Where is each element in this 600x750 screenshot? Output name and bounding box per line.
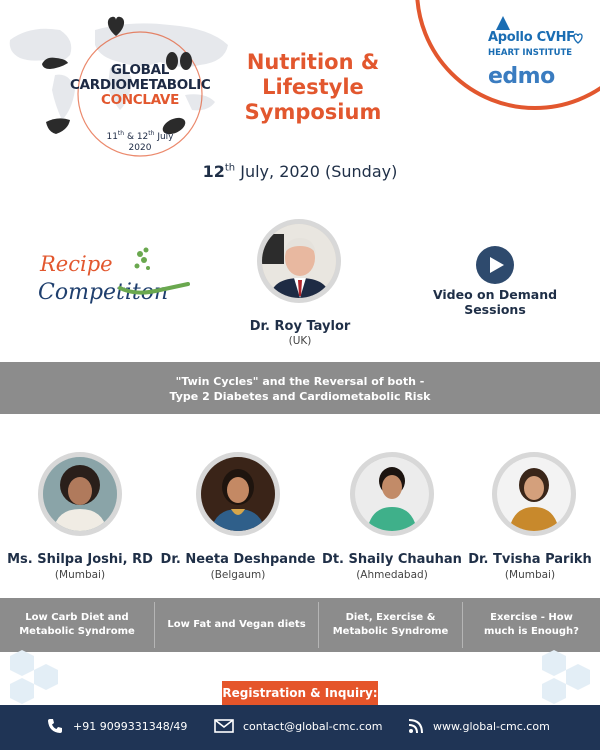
- conclave-date-a: 11: [106, 132, 118, 142]
- keynote-topic-line-1: "Twin Cycles" and the Reversal of both -: [175, 375, 425, 388]
- heart-logo-icon: [572, 32, 584, 44]
- speaker-portrait: [201, 457, 275, 531]
- event-date: [0, 162, 600, 181]
- speaker-avatar-2: [196, 452, 280, 536]
- conclave-date-b-sup: th: [148, 130, 155, 137]
- speaker-location-1: (Mumbai): [54, 569, 106, 581]
- event-date-rest: July, 2020 (Sunday): [240, 162, 398, 181]
- speaker-portrait: [262, 224, 336, 298]
- topic-2-line-1: Low Fat and Vegan diets: [167, 619, 306, 630]
- topic-1-line-2: Metabolic Syndrome: [19, 626, 135, 637]
- symposium-title: [228, 50, 398, 125]
- speaker-name-2: Dr. Neeta Deshpande: [160, 552, 316, 567]
- hexagon-decoration-left: [0, 648, 80, 706]
- speaker-location-4: (Mumbai): [504, 569, 556, 581]
- vod-line-2: Sessions: [464, 302, 526, 317]
- video-play-button[interactable]: [476, 246, 514, 284]
- recipe-line-1: Recipe: [40, 252, 113, 276]
- conclave-title: [70, 63, 210, 108]
- speaker-portrait: [497, 457, 571, 531]
- topic-1: [0, 598, 154, 652]
- topic-4-line-1: Exercise - How: [490, 612, 573, 623]
- speaker-location-3: (Ahmedabad): [356, 569, 428, 581]
- keynote-name: Dr. Roy Taylor: [249, 319, 351, 334]
- vod-label[interactable]: [415, 287, 575, 317]
- conclave-line-3: CONCLAVE: [101, 92, 179, 108]
- speaker-portrait: [43, 457, 117, 531]
- event-date-sup: th: [224, 162, 236, 174]
- keynote-topic-line-2: Type 2 Diabetes and Cardiometabolic Risk: [169, 390, 431, 403]
- speaker-name-4: Dr. Tvisha Parikh: [468, 552, 592, 567]
- keynote-location: (UK): [288, 335, 312, 347]
- symposium-line-1: Nutrition &: [246, 50, 380, 74]
- hexagon-decoration-right: [520, 648, 600, 706]
- speaker-avatar-1: [38, 452, 122, 536]
- apollo-name: Apollo CVHF: [488, 30, 575, 45]
- footer-email[interactable]: [214, 716, 382, 736]
- topic-3-line-1: Diet, Exercise &: [345, 612, 436, 623]
- topic-4-line-2: much is Enough?: [484, 626, 579, 637]
- speaker-avatar-3: [350, 452, 434, 536]
- topic-1-line-1: Low Carb Diet and: [25, 612, 129, 623]
- footer-email-text: contact@global-cmc.com: [243, 719, 383, 733]
- frying-pan-icon: [96, 246, 196, 302]
- speaker-name-3: Dt. Shaily Chauhan: [322, 552, 462, 567]
- keynote-topic: [0, 374, 600, 404]
- registration-button[interactable]: Registration & Inquiry:: [222, 681, 378, 705]
- heart-icon: [104, 12, 128, 38]
- footer-phone[interactable]: [46, 716, 187, 736]
- footer-web-text: www.global-cmc.com: [433, 719, 550, 733]
- pancreas-icon: [40, 54, 70, 72]
- topic-3-line-2: Metabolic Syndrome: [332, 626, 449, 637]
- apollo-subtitle: HEART INSTITUTE: [488, 48, 573, 58]
- keynote-avatar: [257, 219, 341, 303]
- speaker-name-1: Ms. Shilpa Joshi, RD: [7, 552, 153, 567]
- edmo-logo: edmo: [488, 64, 555, 89]
- speaker-portrait: [355, 457, 429, 531]
- footer-phone-text: +91 9099331348/49: [73, 719, 188, 733]
- symposium-line-3: Symposium: [244, 100, 382, 124]
- conclave-line-2: CARDIOMETABOLIC: [70, 77, 211, 93]
- recipe-line-2: Competiton: [38, 280, 169, 305]
- event-date-day: 12: [202, 162, 225, 181]
- rss-icon: [408, 718, 424, 734]
- vod-line-1: Video on Demand: [432, 287, 558, 302]
- play-icon: [476, 246, 514, 284]
- conclave-line-1: GLOBAL: [110, 62, 170, 78]
- conclave-date-amp: & 12: [126, 132, 149, 142]
- phone-icon: [46, 717, 64, 735]
- conclave-date: [70, 128, 210, 154]
- symposium-line-2: Lifestyle: [262, 75, 364, 99]
- conclave-year: 2020: [128, 143, 152, 153]
- liver-icon: [44, 116, 72, 136]
- footer-web[interactable]: [408, 716, 550, 736]
- topic-4: [463, 598, 600, 652]
- speaker-avatar-4: [492, 452, 576, 536]
- topic-3: [319, 598, 462, 652]
- conclave-date-month: July: [157, 132, 174, 142]
- email-icon: [214, 719, 234, 733]
- speaker-location-2: (Belgaum): [210, 569, 266, 581]
- conclave-date-a-sup: th: [117, 130, 125, 137]
- topic-2: [155, 598, 318, 652]
